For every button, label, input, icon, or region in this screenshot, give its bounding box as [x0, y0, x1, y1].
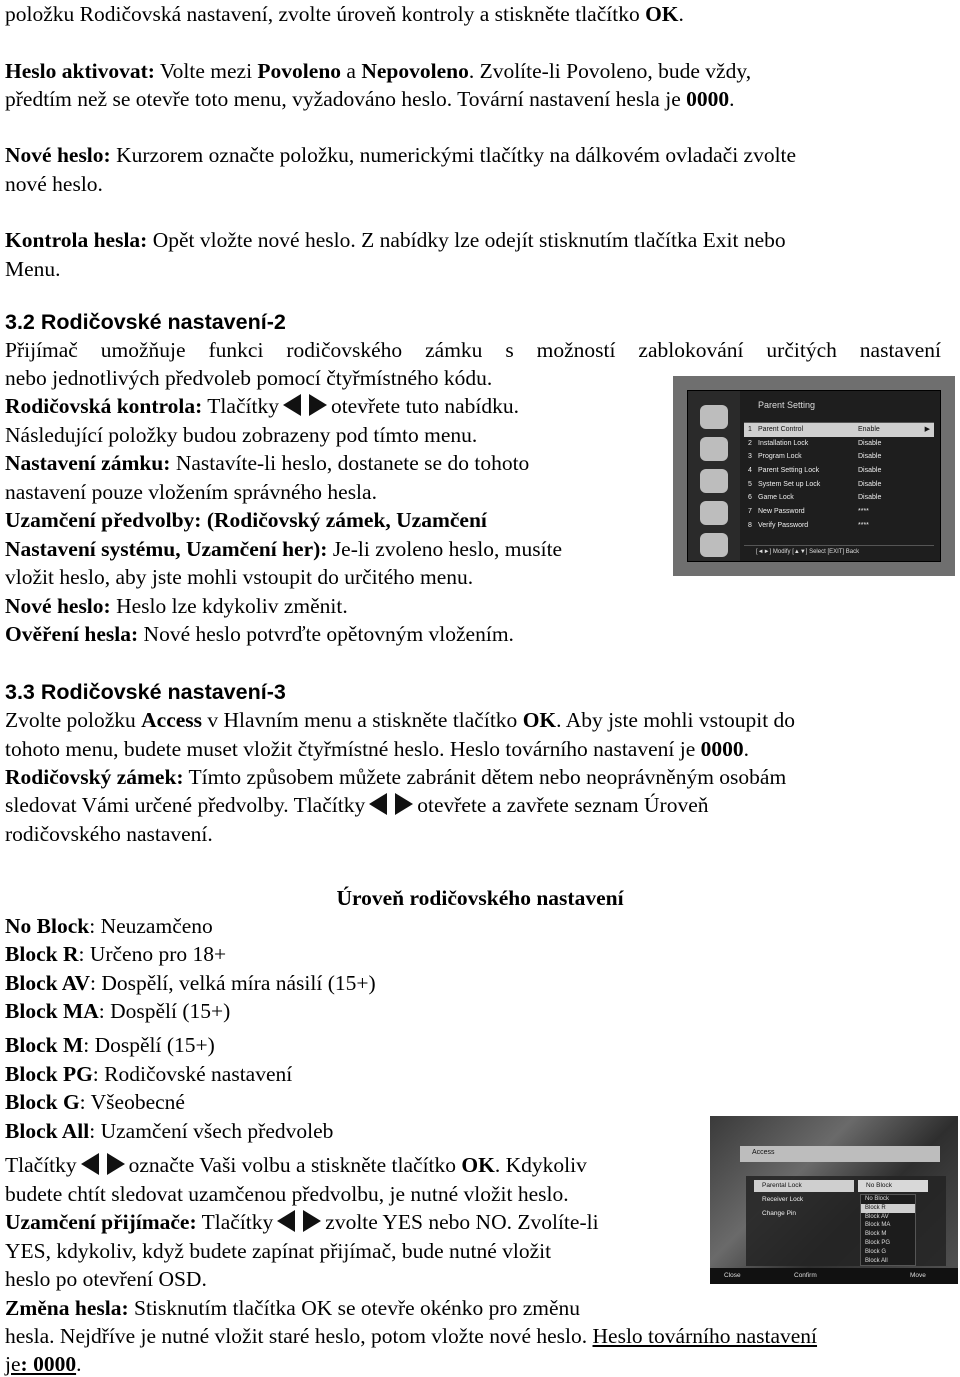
- text-line: Nastavení zámku: Nastavíte-li heslo, dostanete se do tohoto: [5, 451, 530, 475]
- level-item: Block PG: Rodičovské nastavení: [5, 1062, 293, 1086]
- level-item: Block G: Všeobecné: [5, 1090, 185, 1114]
- level-option: Block M: [865, 1231, 887, 1238]
- access-panel: [746, 1176, 946, 1266]
- text-line: nastavení pouze vložením správného hesla.: [5, 480, 377, 504]
- osd-row: 5 System Set up Lock Disable: [748, 480, 882, 488]
- level-item: Block AV: Dospělí, velká míra násilí (15+): [5, 971, 376, 995]
- menu-icon: [700, 469, 728, 493]
- osd-row: 1 Parent Control Enable ▶: [744, 423, 934, 437]
- text-line: Uzamčení přijímače: Tlačítky zvolte YES nebo NO. Zvolíte-li: [5, 1210, 599, 1234]
- level-option: Block PG: [865, 1239, 891, 1246]
- text-line: Nové heslo: Kurzorem označte položku, numerickými tlačítky na dálkovém ovladači zvolte: [5, 143, 797, 167]
- text-line: Ověření hesla: Nové heslo potvrďte opětovným vložením.: [5, 622, 514, 646]
- osd-row: 4 Parent Setting Lock Disable: [748, 467, 882, 475]
- level-item: Block MA: Dospělí (15+): [5, 999, 231, 1023]
- text-line: Heslo aktivovat: Volte mezi Povoleno a Nepovoleno. Zvolíte-li Povoleno, bude vždy,: [5, 59, 752, 83]
- text-line: položku Rodičovská nastavení, zvolte úroveň kontroly a stiskněte tlačítko OK.: [5, 2, 684, 26]
- section-heading: 3.3 Rodičovské nastavení-3: [5, 680, 286, 704]
- text-line: Kontrola hesla: Opět vložte nové heslo. Z nabídky lze odejít stisknutím tlačítka Exit nebo: [5, 228, 786, 252]
- osd-row: 7 New Password ****: [748, 508, 869, 516]
- osd-row: 8 Verify Password ****: [748, 521, 869, 529]
- text-line: nebo jednotlivých předvoleb pomocí čtyřmístného kódu.: [5, 366, 493, 390]
- access-screenshot: [710, 1116, 958, 1284]
- osd-help-bar: [710, 1268, 958, 1284]
- section-heading: 3.2 Rodičovské nastavení-2: [5, 310, 286, 334]
- text-line: Tlačítky označte Vaši volbu a stiskněte tlačítko OK. Kdykoliv: [5, 1153, 587, 1177]
- level-item: No Block: Neuzamčeno: [5, 914, 213, 938]
- text-line: heslo po otevření OSD.: [5, 1267, 207, 1291]
- text-line: Zvolte položku Access v Hlavním menu a stiskněte tlačítko OK. Aby jste mohli vstoupit do: [5, 708, 796, 732]
- text-line: Následující položky budou zobrazeny pod tímto menu.: [5, 423, 478, 447]
- text-line: Rodičovský zámek: Tímto způsobem můžete zabránit dětem nebo neoprávněným osobám: [5, 765, 787, 789]
- left-right-arrows-icon: [283, 394, 327, 416]
- left-right-arrows-icon: [277, 1210, 321, 1232]
- menu-icon: [700, 501, 728, 525]
- level-option: Block AV: [865, 1213, 889, 1220]
- text-line: Přijímač umožňuje funkci rodičovského zámku s možností zablokování určitých nastavení: [5, 338, 941, 362]
- selected-level: No Block: [858, 1180, 928, 1192]
- ok-confirm-label: Confirm: [794, 1272, 817, 1279]
- access-option: Change Pin: [762, 1210, 796, 1217]
- level-option: No Block: [865, 1196, 890, 1202]
- menu-sidebar: [688, 391, 740, 561]
- text-line: Menu.: [5, 257, 61, 281]
- level-item: Block All: Uzamčení všech předvoleb: [5, 1119, 334, 1143]
- level-option: Block G: [865, 1248, 887, 1255]
- level-option: Block MA: [865, 1222, 891, 1229]
- levels-title: Úroveň rodičovského nastavení: [336, 886, 624, 910]
- level-item: Block R: Určeno pro 18+: [5, 942, 227, 966]
- text-line: je: 0000.: [5, 1352, 82, 1376]
- left-right-arrows-icon: [81, 1153, 125, 1175]
- level-list: [860, 1194, 916, 1266]
- exit-close-label: Close: [724, 1272, 741, 1279]
- text-line: Rodičovská kontrola: Tlačítky otevřete tuto nabídku.: [5, 394, 520, 418]
- text-line: Změna hesla: Stisknutím tlačítka OK se otevře okénko pro změnu: [5, 1296, 581, 1320]
- text-line: rodičovského nastavení.: [5, 822, 213, 846]
- text-line: budete chtít sledovat uzamčenou předvolbu, je nutné vložit heslo.: [5, 1182, 569, 1206]
- text-line: tohoto menu, budete muset vložit čtyřmístné heslo. Heslo továrního nastavení je 0000.: [5, 737, 749, 761]
- osd-row: 3 Program Lock Disable: [748, 453, 882, 461]
- osd-row: 6 Game Lock Disable: [748, 494, 882, 502]
- text-line: předtím než se otevře toto menu, vyžadováno heslo. Tovární nastavení hesla je 0000.: [5, 87, 735, 111]
- parent-setting-screenshot: [673, 376, 955, 576]
- text-line: YES, kdykoliv, když budete zapínat přijímač, bude nutné vložit: [5, 1239, 552, 1263]
- access-option: Parental Lock: [754, 1180, 854, 1192]
- text-line: nové heslo.: [5, 172, 103, 196]
- osd-row: 2 Installation Lock Disable: [748, 439, 882, 447]
- level-item: Block M: Dospělí (15+): [5, 1033, 215, 1057]
- text-line: Uzamčení předvolby: (Rodičovský zámek, Uzamčení: [5, 508, 487, 532]
- level-option: Block R: [861, 1204, 915, 1213]
- text-line: vložit heslo, aby jste mohli vstoupit do určitého menu.: [5, 565, 474, 589]
- text-line: Nastavení systému, Uzamčení her): Je-li zvoleno heslo, musíte: [5, 537, 563, 561]
- right-triangle-icon: ▶: [924, 426, 930, 433]
- text-line: sledovat Vámi určené předvolby. Tlačítky otevřete a zavřete seznam Úroveň: [5, 793, 709, 817]
- text-line: hesla. Nejdříve je nutné vložit staré heslo, potom vložte nové heslo. Heslo továrního nastavení: [5, 1324, 818, 1348]
- osd-footer: [◄►] Modify [▲▼] Select [EXIT] Back: [744, 545, 934, 557]
- text-line: Nové heslo: Heslo lze kdykoliv změnit.: [5, 594, 348, 618]
- menu-icon: [700, 437, 728, 461]
- osd-title: Access: [740, 1146, 940, 1162]
- menu-icon: [700, 405, 728, 429]
- menu-icon: [700, 533, 728, 557]
- access-option: Receiver Lock: [762, 1196, 804, 1203]
- level-option: Block All: [865, 1257, 888, 1264]
- osd-title: Parent Setting: [744, 397, 934, 423]
- move-label: Move: [910, 1272, 926, 1279]
- left-right-arrows-icon: [369, 793, 413, 815]
